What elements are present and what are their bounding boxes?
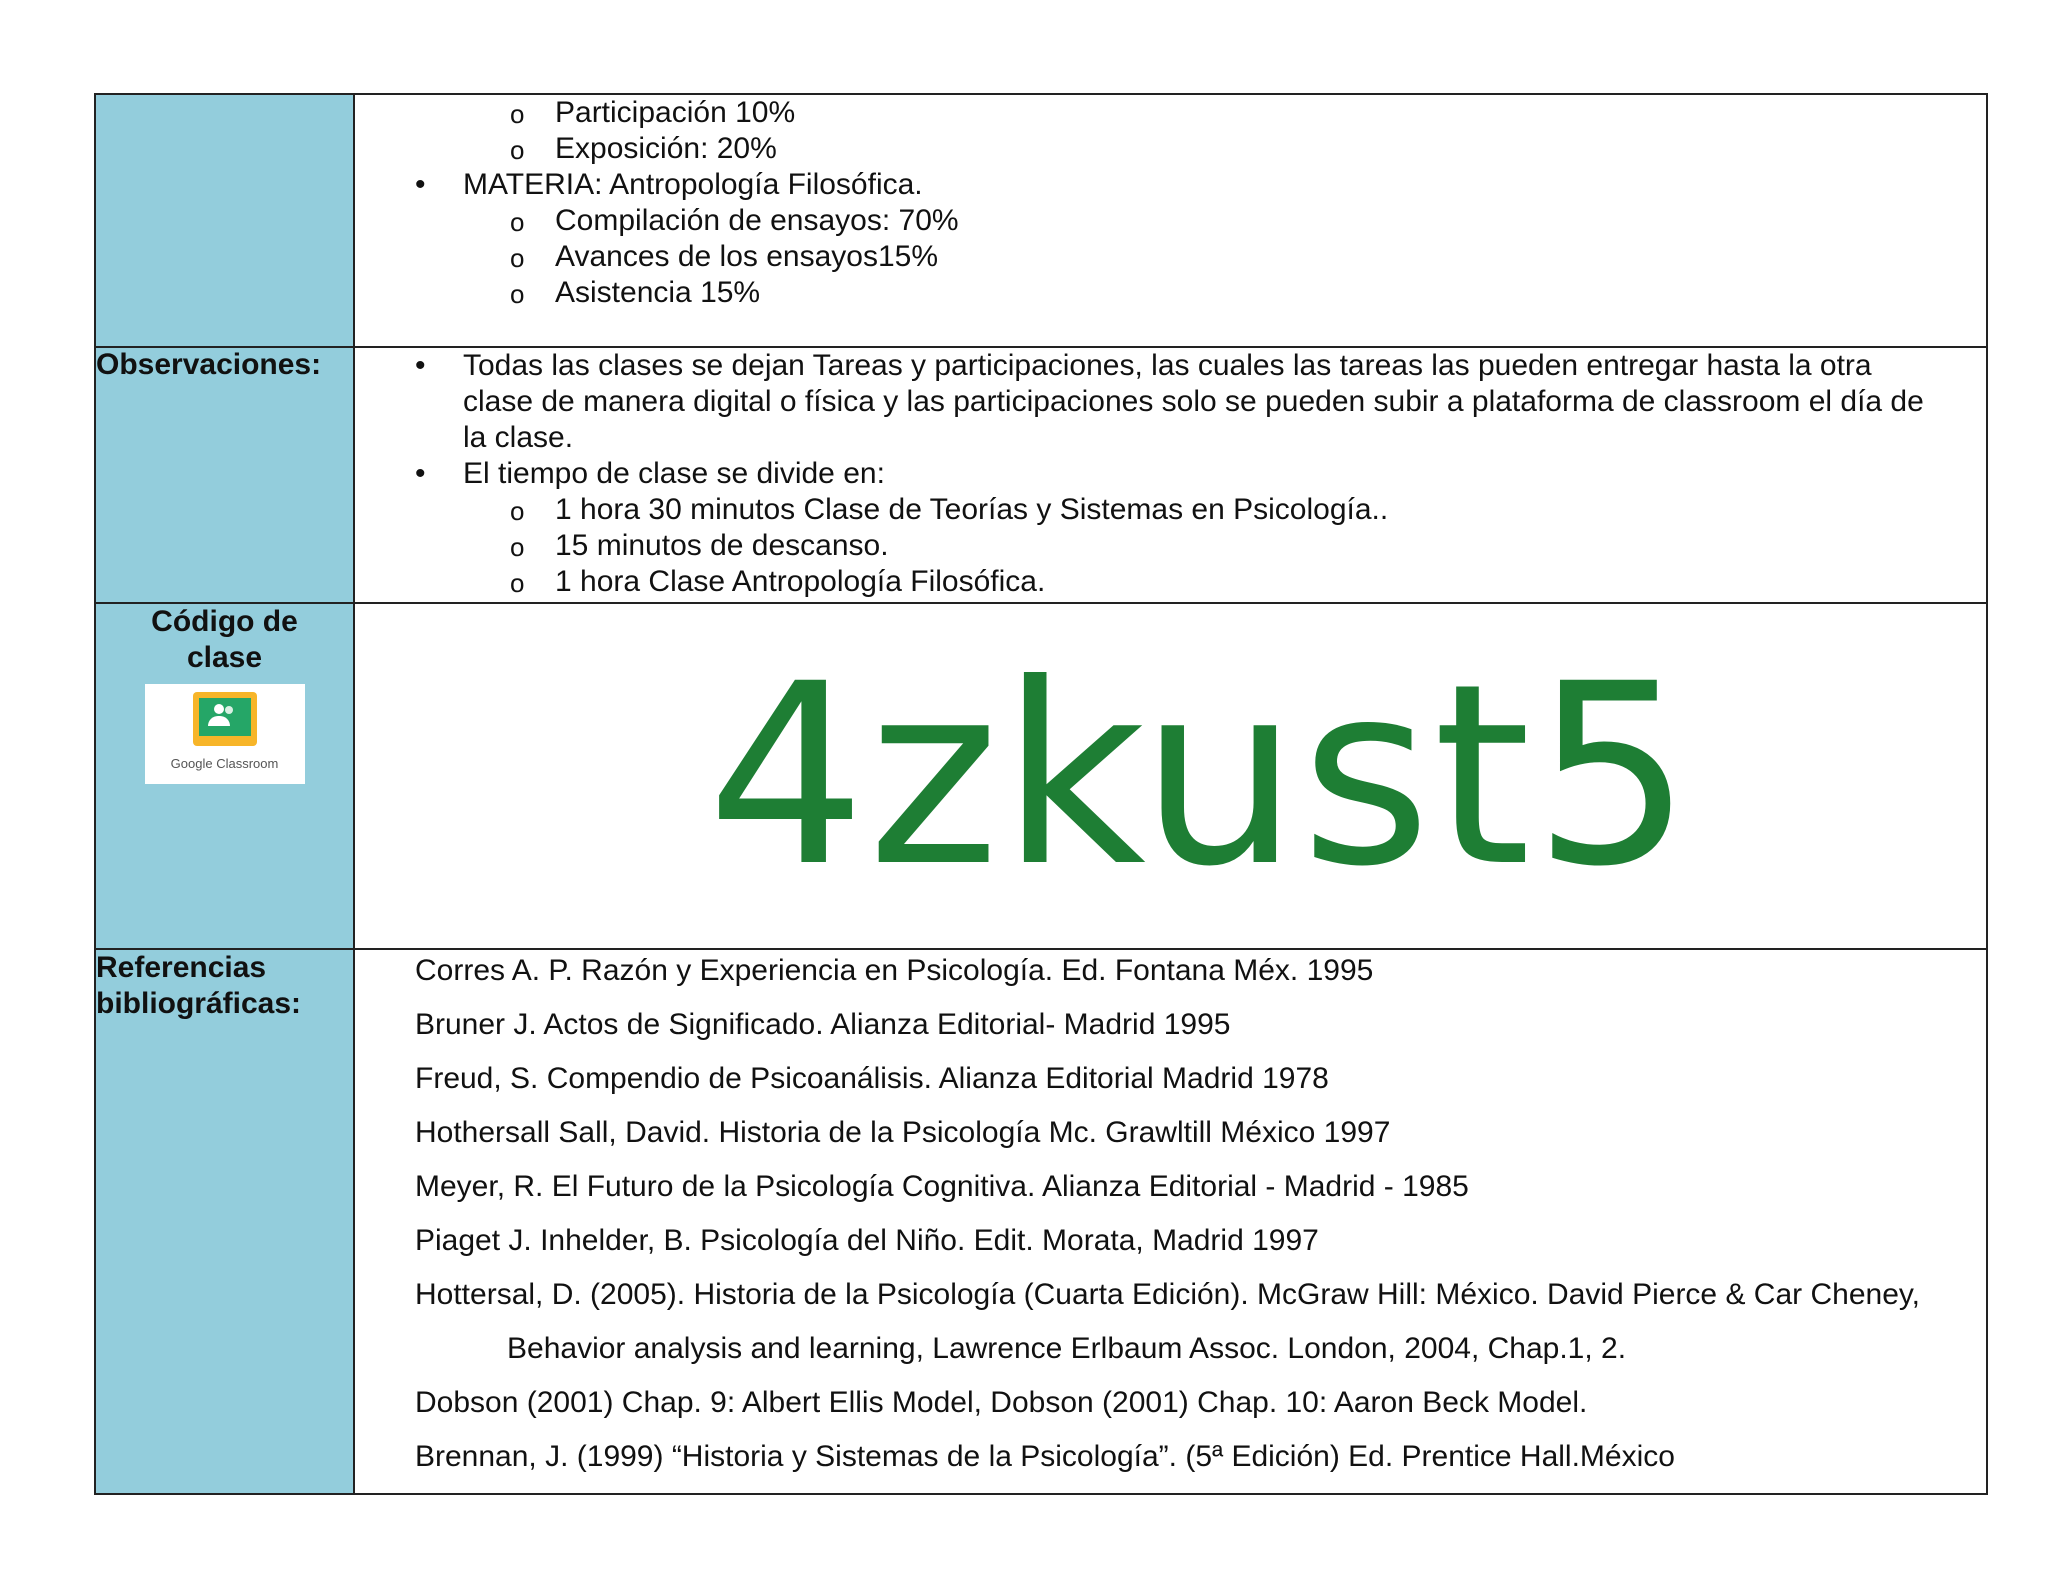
referencias-content-cell (354, 949, 1987, 1494)
observaciones-row (95, 347, 1987, 603)
syllabus-table (94, 93, 1988, 1495)
reference-item: Freud, S. Compendio de Psicoanálisis. Alianza Editorial Madrid 1978 (415, 1062, 1329, 1095)
codigo-label: Código de clase (151, 605, 298, 674)
observaciones-content-cell (354, 347, 1987, 603)
reference-item: Behavior analysis and learning, Lawrence Erlbaum Assoc. London, 2004, Chap.1, 2. (507, 1332, 1627, 1365)
list-item: o Participación 10% (355, 95, 1986, 131)
list-item: • El tiempo de clase se divide en: (355, 456, 1986, 492)
list-item: • Todas las clases se dejan Tareas y participaciones, las cuales las tareas las pueden entregar hasta la otra clase de manera digital o física y las participaciones solo se pueden subir a plataforma de classroom el día de la clase. (355, 348, 1986, 456)
google-classroom-logo (145, 684, 305, 784)
evaluation-content-cell (354, 94, 1987, 347)
list-item: o 1 hora Clase Antropología Filosófica. (355, 564, 1986, 600)
list-item: o Exposición: 20% (355, 131, 1986, 167)
reference-item: Brennan, J. (1999) “Historia y Sistemas de la Psicología”. (5ª Edición) Ed. Prentice Hall.México (415, 1440, 1675, 1473)
observaciones-list (355, 348, 1986, 600)
reference-item: Meyer, R. El Futuro de la Psicología Cognitiva. Alianza Editorial - Madrid - 1985 (415, 1170, 1469, 1203)
codigo-content-cell (354, 603, 1987, 949)
classroom-board-icon (193, 692, 257, 746)
codigo-row (95, 603, 1987, 949)
evaluation-row (95, 94, 1987, 347)
reference-item: Hothersall Sall, David. Historia de la Psicología Mc. Grawltill México 1997 (415, 1116, 1391, 1149)
referencias-label: Referencias bibliográficas: (95, 949, 354, 1494)
observaciones-label: Observaciones: (95, 347, 354, 603)
list-item: o 15 minutos de descanso. (355, 528, 1986, 564)
reference-item: Dobson (2001) Chap. 9: Albert Ellis Model, Dobson (2001) Chap. 10: Aaron Beck Model. (415, 1386, 1588, 1419)
list-item: o Avances de los ensayos15% (355, 239, 1986, 275)
logo-caption: Google Classroom (170, 756, 279, 771)
list-item: o Asistencia 15% (355, 275, 1986, 311)
reference-item: Corres A. P. Razón y Experiencia en Psicología. Ed. Fontana Méx. 1995 (415, 954, 1374, 987)
evaluation-list (355, 95, 1986, 311)
list-item: o Compilación de ensayos: 70% (355, 203, 1986, 239)
class-code-wrap (355, 604, 1986, 948)
evaluation-label-cell (95, 94, 354, 347)
list-item: • MATERIA: Antropología Filosófica. (355, 167, 1986, 203)
references-list (355, 950, 1986, 1493)
reference-item: Hottersal, D. (2005). Historia de la Psicología (Cuarta Edición). McGraw Hill: México. David Pierce & Car Cheney, (415, 1278, 1920, 1311)
list-item: o 1 hora 30 minutos Clase de Teorías y Sistemas en Psicología.. (355, 492, 1986, 528)
reference-item: Bruner J. Actos de Significado. Alianza Editorial- Madrid 1995 (415, 1008, 1231, 1041)
class-code: 4zkust5 (706, 630, 1695, 921)
codigo-label-cell (95, 603, 354, 949)
referencias-row (95, 949, 1987, 1494)
reference-item: Piaget J. Inhelder, B. Psicología del Niño. Edit. Morata, Madrid 1997 (415, 1224, 1319, 1257)
